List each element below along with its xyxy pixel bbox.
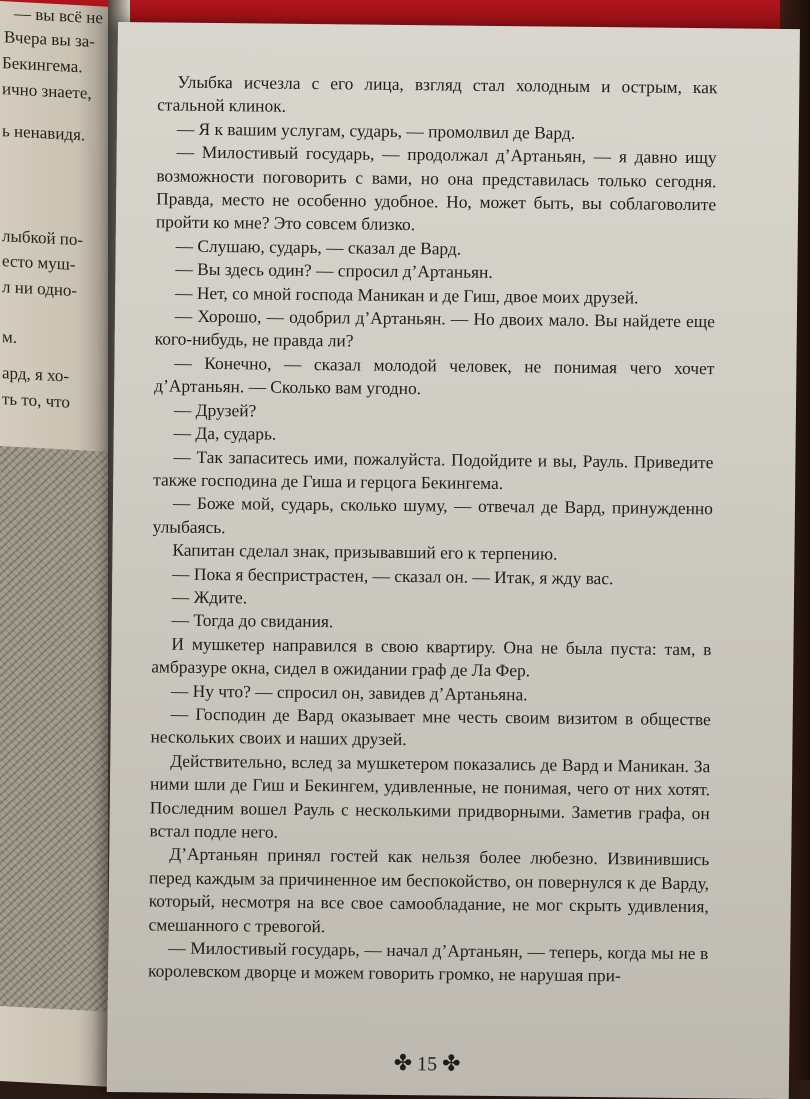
paragraph: — Вы здесь один? — спросил д’Артаньян.: [175, 258, 493, 283]
left-page-fragment: л ни одно-: [2, 277, 78, 301]
paragraph: — Боже мой, сударь, сколько шуму, — отвечал де Вард, принужденно улыбаясь.: [152, 492, 714, 537]
paragraph: — Нет, со мной господа Маникан и де Гиш, двое моих друзей.: [175, 282, 639, 308]
page-number: 15: [416, 1053, 438, 1076]
paragraph: Улыбка исчезла с его лица, взгляд стал холодным и острым, как стальной клинок.: [157, 71, 718, 117]
paragraph: — Милостивый государь, — продолжал д’Артаньян, — я давно ищу возможности поговорить с вами, но она представилась только сегодня. Правда, место не особенно удобное. Но, может быть, вы соблаговолите пройти ко мне? Это совсем близко.: [155, 141, 717, 235]
paragraph: Действительно, вслед за мушкетером показались де Вард и Маникан. За ними шли де Гиш и Бекингем, удивленные, не понимая, чего от них хотят. Последним вошел Рауль с несколькими придворными. Заметив графа, он встал подле него.: [149, 750, 711, 842]
left-page-fragment: м.: [2, 327, 18, 347]
paragraph: — Так запаситесь ими, пожалуйста. Подойдите и вы, Рауль. Приведите также господина де Гиша и герцога Бекингема.: [153, 446, 714, 493]
paragraph: И мушкетер направился в свою квартиру. Она не была пуста: там, в амбразуре окна, сидел в ожидании граф де Ла Фер.: [151, 633, 712, 681]
left-page-fragment: Бекингема.: [2, 53, 83, 77]
paragraph: — Слушаю, сударь, — сказал де Вард.: [175, 235, 462, 259]
fleuron-left-icon: ✤: [393, 1049, 413, 1076]
left-page-fragment: есто муш-: [2, 251, 76, 275]
right-page: [107, 22, 800, 1099]
paragraph: — Конечно, — сказал молодой человек, не понимая чего хочет д’Артаньян. — Сколько вам угодно.: [154, 352, 715, 399]
engraving-illustration: [0, 446, 120, 1012]
paragraph: — Тогда до свидания.: [171, 609, 334, 632]
left-page-fragment: ард, я хо-: [2, 363, 70, 386]
left-page-fragment: лыбкой по-: [2, 226, 84, 250]
left-page: [0, 0, 120, 1087]
paragraph: — Я к вашим услугам, сударь, — промолвил де Вард.: [176, 118, 576, 143]
left-page-fragment: ь ненавидя.: [2, 121, 86, 145]
paragraph: — Друзей?: [173, 399, 257, 421]
paragraph: — Ждите.: [171, 586, 248, 608]
page-folio: [367, 1050, 487, 1077]
left-page-fragment: ично знаете,: [2, 79, 92, 103]
paragraph: — Ну что? — спросил он, завидев д’Артаньяна.: [170, 680, 528, 704]
left-page-fragment: Вчера вы за-: [4, 27, 95, 52]
paragraph: — Милостивый государь, — начал д’Артаньян, — теперь, когда мы не в королевском дворце и можем говорить громко, не нарушая при-: [147, 937, 709, 986]
paragraph: — Хорошо, — одобрил д’Артаньян. — Но двоих мало. Вы найдете еще кого-нибудь, не правда ли?: [154, 305, 716, 351]
paragraph: — Пока я беспристрастен, — сказал он. — Итак, я жду вас.: [172, 563, 614, 588]
paragraph: — Господин де Вард оказывает мне честь своим визитом в обществе нескольких своих и наших друзей.: [150, 703, 711, 750]
paragraph: — Да, сударь.: [173, 422, 277, 444]
body-text: [148, 70, 718, 989]
left-page-fragment: — вы всё не: [14, 3, 103, 28]
left-page-fragment: ть то, что: [2, 389, 70, 412]
paragraph: Д’Артаньян принял гостей как нельзя более любезно. Извинившись перед каждым за причиненное им беспокойство, он повернулся к де Варду, который, несмотря на все свое самообладание, не мог скрыть удивления, смешанного с тревогой.: [148, 843, 710, 936]
fleuron-right-icon: ✤: [441, 1050, 461, 1076]
paragraph: Капитан сделал знак, призывавший его к терпению.: [172, 539, 558, 564]
